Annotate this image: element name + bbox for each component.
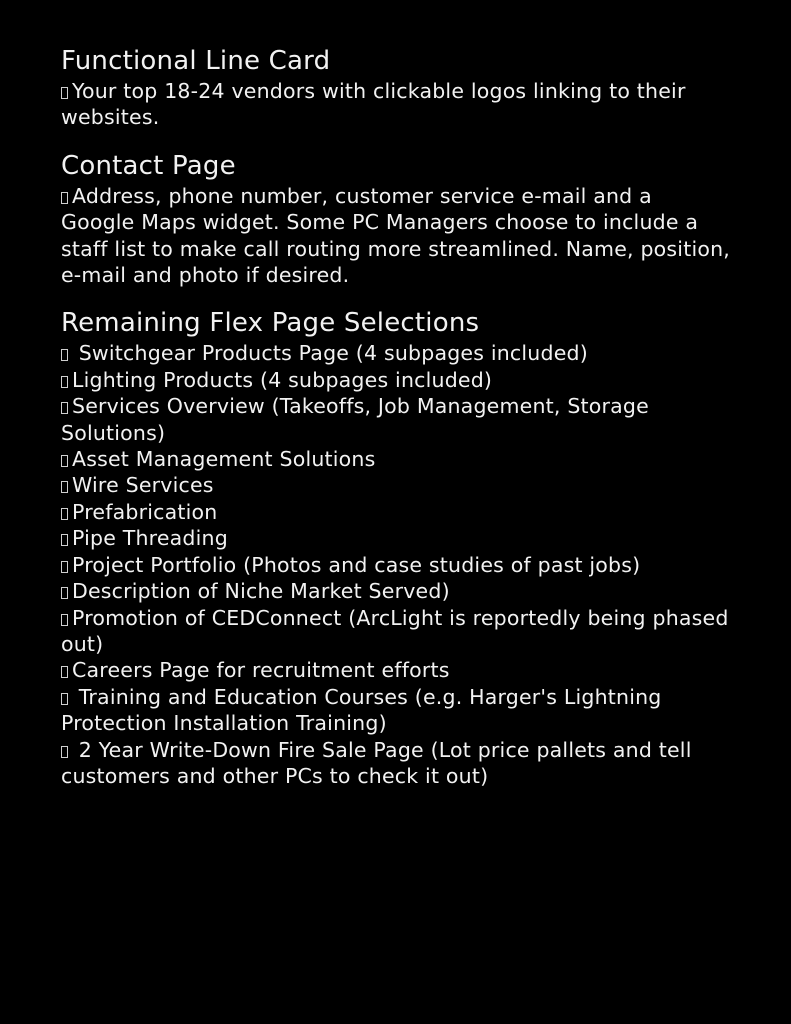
list-item-text: Prefabrication [72, 499, 218, 524]
list-item [61, 340, 731, 366]
list-item-text: Asset Management Solutions [72, 447, 376, 472]
bullet-icon [61, 508, 68, 520]
list-item [61, 657, 731, 683]
section-contact-page [61, 149, 731, 289]
bullet-icon [61, 746, 68, 758]
bullet-icon [61, 534, 68, 546]
document-page [61, 44, 731, 807]
list-item [61, 393, 731, 446]
list-item [61, 78, 731, 131]
bullet-icon [61, 587, 68, 599]
list-item [61, 499, 731, 525]
list-item-text: Pipe Threading [72, 526, 228, 551]
section-remaining-flex-pages [61, 306, 731, 789]
bullet-icon [61, 561, 68, 573]
section-title: Contact Page [61, 150, 236, 181]
bullet-icon [61, 376, 68, 388]
bullet-icon [61, 192, 68, 204]
list-item [61, 605, 731, 658]
bullet-icon [61, 614, 68, 626]
list-item [61, 552, 731, 578]
list-item-text: Wire Services [72, 473, 214, 498]
list-item [61, 472, 731, 498]
list-item-text: Lighting Products (4 subpages included) [72, 367, 493, 392]
bullet-icon [61, 402, 68, 414]
bullet-icon [61, 455, 68, 467]
bullet-icon [61, 349, 68, 361]
list-item-text: Switchgear Products Page (4 subpages included) [78, 341, 588, 366]
list-item-text: 2 Year Write-Down Fire Sale Page (Lot price pallets and tell customers and other PCs to check it out) [61, 737, 692, 788]
list-item [61, 525, 731, 551]
list-item-text: Address, phone number, customer service e-mail and a Google Maps widget. Some PC Managers choose to include a staff list to make call routing more streamlined. Name, position, e-mail and photo if desired. [61, 183, 730, 288]
list-item-text: Project Portfolio (Photos and case studies of past jobs) [72, 552, 641, 577]
list-item [61, 684, 731, 737]
list-item-text: Training and Education Courses (e.g. Harger's Lightning Protection Installation Training) [61, 684, 662, 736]
list-item-text: Promotion of CEDConnect (ArcLight is reportedly being phased out) [61, 605, 729, 656]
list-item-text: Your top 18-24 vendors with clickable logos linking to their websites. [61, 79, 686, 130]
list-item [61, 578, 731, 604]
bullet-icon [61, 481, 68, 493]
section-functional-line-card [61, 44, 731, 131]
list-item-text: Description of Niche Market Served) [72, 579, 450, 604]
bullet-icon [61, 693, 68, 705]
section-title: Remaining Flex Page Selections [61, 308, 480, 339]
list-item [61, 737, 731, 790]
list-item [61, 183, 731, 289]
bullet-icon [61, 87, 68, 99]
section-title: Functional Line Card [61, 46, 331, 76]
list-item-text: Careers Page for recruitment efforts [72, 658, 450, 683]
bullet-icon [61, 666, 68, 678]
list-item-text: Services Overview (Takeoffs, Job Management, Storage Solutions) [61, 394, 649, 445]
list-item [61, 446, 731, 472]
list-item [61, 367, 731, 393]
